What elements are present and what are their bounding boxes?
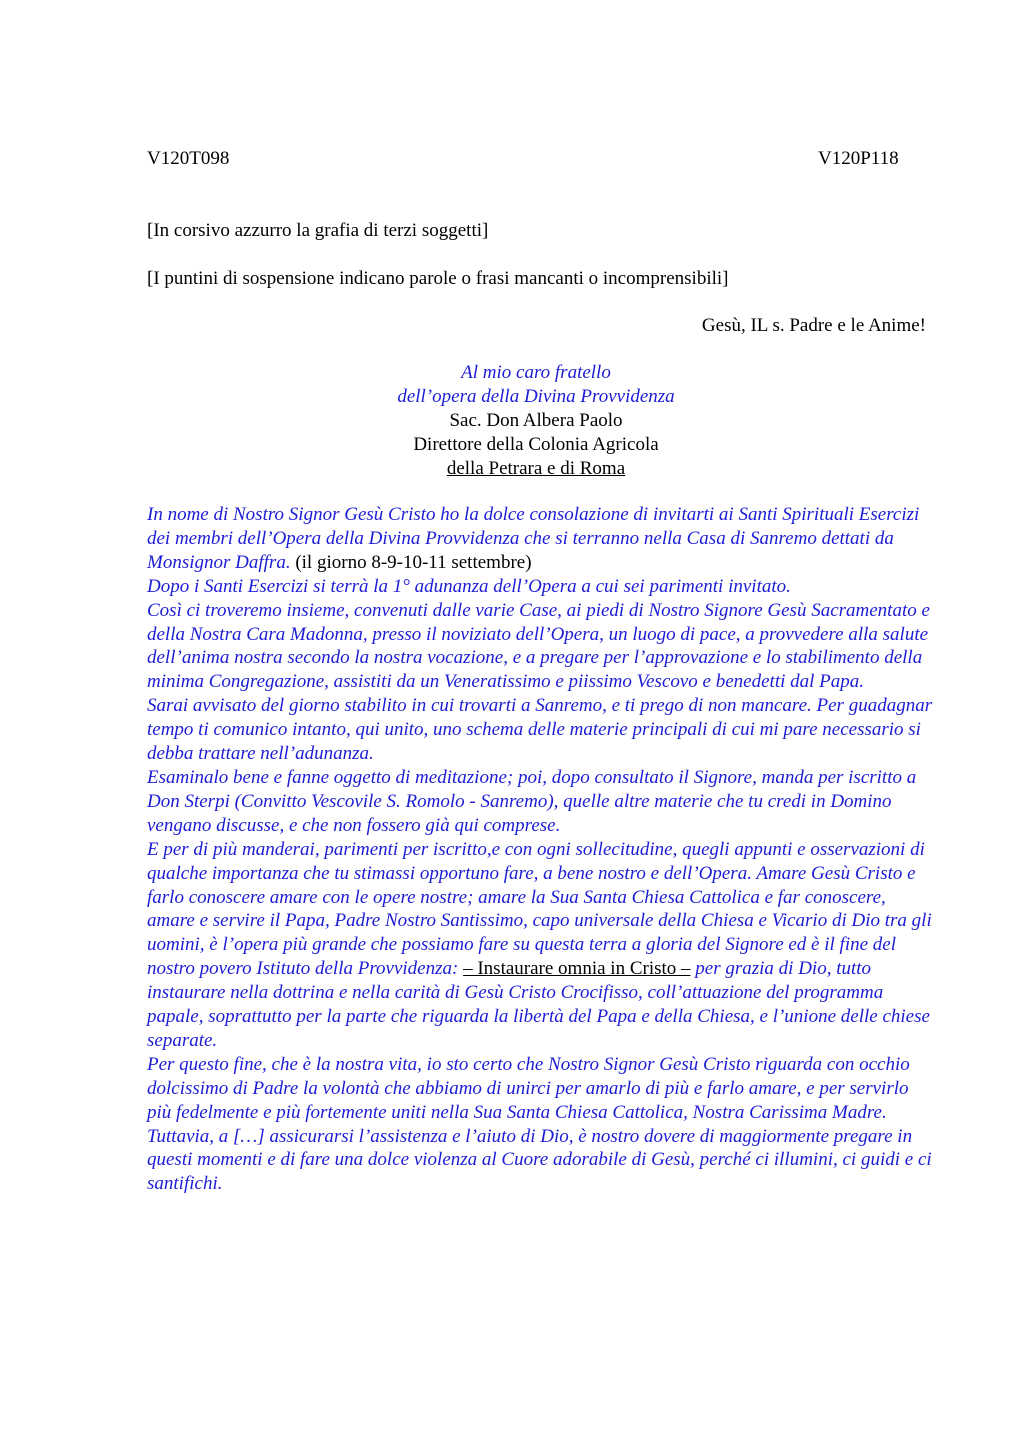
address-block bbox=[147, 361, 925, 480]
address-line-5-text: della Petrara e di Roma bbox=[446, 457, 626, 479]
paragraph-6-italic-2: per grazia di Dio, tutto instaurare nella dottrina e nella carità di Gesù Cristo Crocifisso, coll’attuazione del programma papale, soprattutto per la parte che riguarda la libertà del Papa e della Chiesa, e l’unione delle chiese separate. bbox=[147, 958, 930, 1051]
document-code-left: V120T098 bbox=[147, 148, 230, 169]
paragraph-1 bbox=[147, 503, 937, 575]
address-line-1: Al mio caro fratello bbox=[461, 362, 611, 383]
address-line-2: dell’opera della Divina Provvidenza bbox=[397, 385, 675, 407]
address-line-5 bbox=[147, 457, 925, 481]
editorial-note-ellipsis: [I puntini di sospensione indicano parole o frasi mancanti o incomprensibili] bbox=[147, 268, 729, 289]
paragraph-1-date: (il giorno 8-9-10-11 settembre) bbox=[290, 551, 532, 573]
paragraph-5: Esaminalo bene e fanne oggetto di meditazione; poi, dopo consultato il Signore, manda per iscritto a Don Sterpi (Convitto Vescovile S. Romolo - Sanremo), quelle altre materie che tu credi in Domino vengano discusse, e che non fossero già qui comprese. bbox=[147, 766, 917, 836]
editorial-note-italic: [In corsivo azzurro la grafia di terzi soggetti] bbox=[147, 220, 489, 241]
paragraph-1-italic: In nome di Nostro Signor Gesù Cristo ho la dolce consolazione di invitarti ai Santi Spirituali Esercizi dei membri dell’Opera della Divina Provvidenza che si terranno nella Casa di Sanremo dettati da Monsignor Daffra. bbox=[147, 504, 920, 573]
paragraph-7: Per questo fine, che è la nostra vita, io sto certo che Nostro Signor Gesù Cristo riguarda con occhio dolcissimo di Padre la volontà che abbiamo di unirci per amarlo di più e farlo amare, e per servirlo più fedelmente e più fortemente uniti nella Sua Santa Chiesa Cattolica, Nostra Carissima Madre. bbox=[147, 1053, 910, 1123]
motto: Gesù, IL s. Padre e le Anime! bbox=[701, 315, 926, 336]
address-line-3: Sac. Don Albera Paolo bbox=[449, 409, 623, 431]
document-code-right: V120P118 bbox=[818, 148, 899, 169]
paragraph-3: Così ci troveremo insieme, convenuti dalle varie Case, ai piedi di Nostro Signore Gesù Sacramentato e della Nostra Cara Madonna, presso il noviziato dell’Opera, un luogo di pace, a provvedere alla salute dell’anima nostra secondo la nostra vocazione, e a pregare per l’approvazione e lo stabilimento della minima Congregazione, assistiti da un Veneratissimo e piissimo Vescovo e benedetti dal Papa. bbox=[147, 599, 930, 693]
paragraph-6 bbox=[147, 838, 937, 1053]
address-line-4: Direttore della Colonia Agricola bbox=[413, 433, 659, 455]
paragraph-4: Sarai avvisato del giorno stabilito in cui trovarti a Sanremo, e ti prego di non mancare. Per guadagnar tempo ti comunico intanto, qui unito, uno schema delle materie principali di cui mi pare necessario si debba trattare nell’adunanza. bbox=[147, 695, 933, 765]
paragraph-2: Dopo i Santi Esercizi si terrà la 1° adunanza dell’Opera a cui sei parimenti invitato. bbox=[147, 575, 791, 597]
paragraph-6-motto: – Instaurare omnia in Cristo – bbox=[463, 958, 691, 980]
letter-body bbox=[147, 503, 937, 1196]
paragraph-6-italic: E per di più manderai, parimenti per iscritto,e con ogni sollecitudine, quegli appunti e osservazioni di qualche importanza che tu stimassi opportuno fare, a bene nostro e dell’Opera. Amare Gesù Cristo e farlo conoscere amare con le opere nostre; amare la Sua Santa Chiesa Cattolica e far conoscere, amare e servire il Papa, Padre Nostro Santissimo, capo universale della Chiesa e Vicario di Dio tra gli uomini, è l’opera più grande che possiamo fare su questa terra a gloria del Signore ed è il fine del nostro povero Istituto della Provvidenza: bbox=[147, 838, 932, 980]
paragraph-8: Tuttavia, a […] assicurarsi l’assistenza e l’aiuto di Dio, è nostro dovere di maggiormente pregare in questi momenti e di fare una dolce violenza al Cuore adorabile di Gesù, perché ci illumini, ci guidi e ci santifichi. bbox=[147, 1125, 932, 1195]
